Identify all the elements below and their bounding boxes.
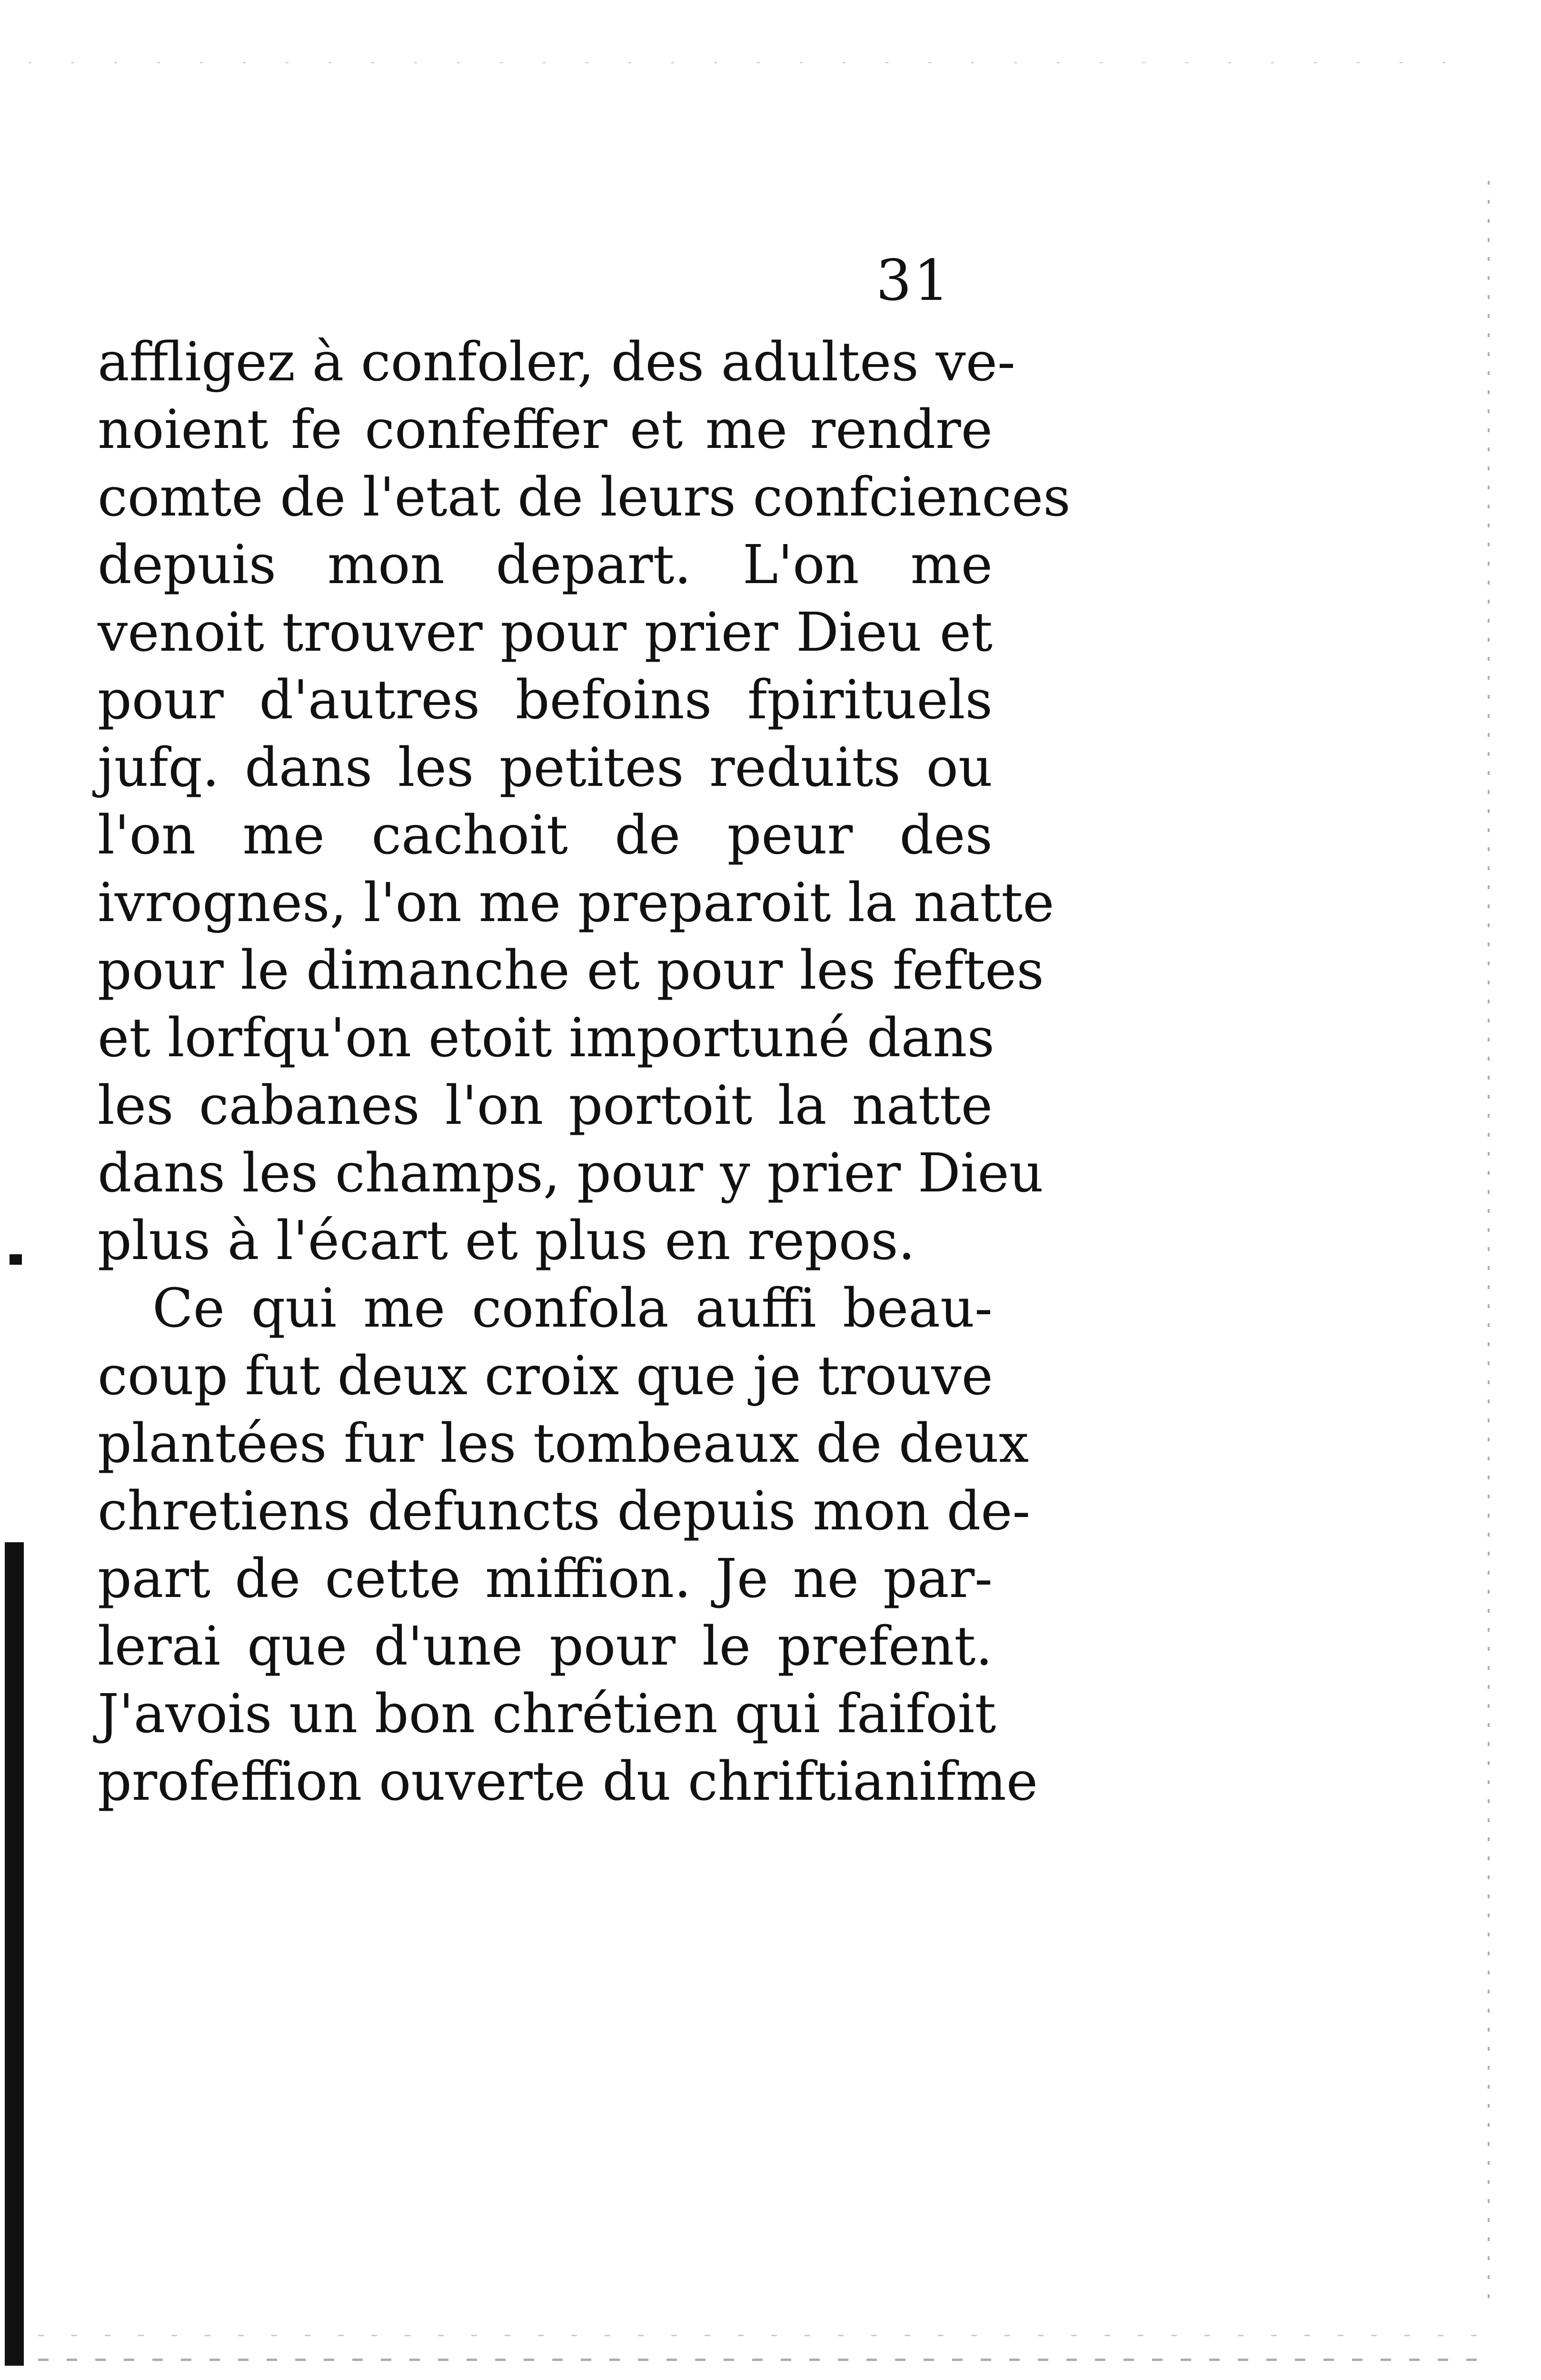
text-line: chretiens defuncts depuis mon de- (98, 1480, 1031, 1542)
scan-noise-top (29, 62, 1481, 63)
text-line: ivrognes, l'on me preparoit la natte (98, 872, 1054, 934)
text-line: coup fut deux croix que je trouve (98, 1345, 993, 1407)
text-line: affligez à confoler, des adultes ve- (98, 331, 1015, 393)
text-line: plantées fur les tombeaux de deux (98, 1413, 1029, 1475)
text-line: pour le dimanche et pour les feftes (98, 940, 1044, 1002)
page-number: 31 (876, 248, 952, 313)
scan-edge-right (1488, 181, 1490, 2299)
scan-edge-bottom (38, 2359, 1490, 2361)
text-line: pour d'autres befoins fpirituels (98, 669, 993, 731)
text-line: profeffion ouverte du chriftianifme (98, 1751, 1038, 1813)
text-line: l'on me cachoit de peur des (98, 804, 993, 866)
text-line: lerai que d'une pour le prefent. (98, 1616, 993, 1677)
text-line: Ce qui me confola auffi beau- (152, 1278, 993, 1339)
gutter-shadow (5, 1542, 24, 2366)
scan-noise-bottom (38, 2335, 1490, 2336)
text-line: plus à l'écart et plus en repos. (98, 1210, 915, 1272)
text-line: les cabanes l'on portoit la natte (98, 1075, 993, 1137)
text-line: J'avois un bon chrétien qui faifoit (98, 1683, 996, 1745)
text-line: dans les champs, pour y prier Dieu (98, 1142, 1044, 1204)
text-line: noient fe confeffer et me rendre (98, 399, 993, 461)
margin-mark (10, 1254, 22, 1265)
text-line: et lorfqu'on etoit importuné dans (98, 1007, 994, 1069)
text-line: depuis mon depart. L'on me (98, 534, 993, 596)
text-line: part de cette miffion. Je ne par- (98, 1548, 993, 1610)
text-line: jufq. dans les petites reduits ou (98, 737, 993, 799)
body-text (98, 328, 1071, 1815)
text-line: venoit trouver pour prier Dieu et (98, 602, 993, 664)
text-line: comte de l'etat de leurs confciences (98, 466, 1071, 528)
